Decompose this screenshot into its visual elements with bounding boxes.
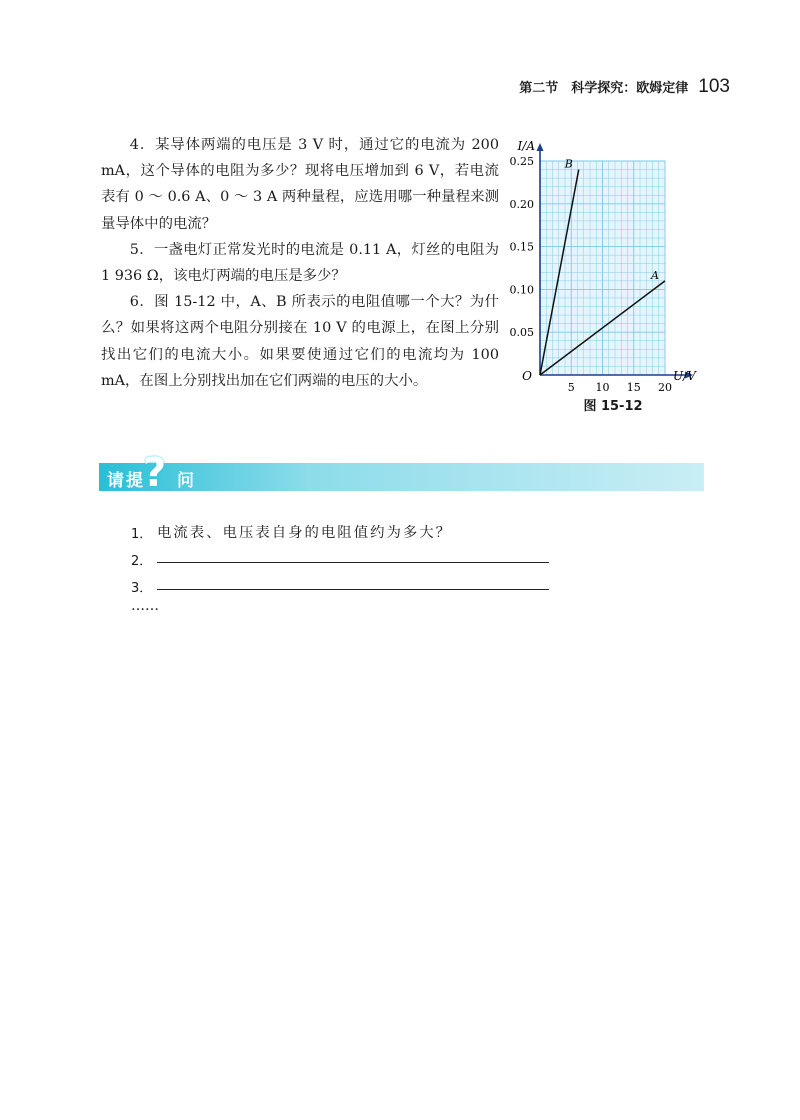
ask-item-2 bbox=[131, 542, 581, 569]
ask-ellipsis: …… bbox=[131, 598, 159, 614]
series-label-B: B bbox=[564, 157, 573, 171]
ask-title-right: 问 bbox=[177, 471, 194, 491]
ask-item-blank bbox=[157, 589, 549, 590]
x-tick-label: 5 bbox=[567, 381, 575, 394]
problem-4: 4．某导体两端的电压是 3 V 时，通过它的电流为 200 mA，这个导体的电阻为多少？现将电压增加到 6 V，若电流表有 0 ～ 0.6 A、0 ～ 3 A 两种量程，应选用哪一种量程来测量导体中的电流？ bbox=[101, 137, 499, 232]
ask-item-number: 3． bbox=[131, 581, 153, 596]
y-tick-label: 0.20 bbox=[509, 197, 534, 211]
y-tick-label: 0.15 bbox=[509, 240, 534, 254]
y-tick-label: 0.05 bbox=[509, 326, 534, 340]
x-tick-label: 15 bbox=[626, 381, 641, 394]
y-axis-label: I/A bbox=[517, 139, 535, 153]
problem-5: 5．一盏电灯正常发光时的电流是 0.11 A，灯丝的电阻为 1 936 Ω，该电灯两端的电压是多少？ bbox=[101, 241, 499, 285]
y-tick-label: 0.10 bbox=[509, 283, 534, 297]
y-tick-label: 0.25 bbox=[509, 155, 534, 168]
page-number: 103 bbox=[698, 76, 730, 97]
figure-caption: 图 15-12 bbox=[583, 399, 643, 414]
ask-item-number: 1． bbox=[131, 527, 153, 542]
y-axis-arrow bbox=[537, 143, 544, 151]
x-tick-label: 20 bbox=[658, 381, 672, 394]
origin-label: O bbox=[522, 369, 532, 383]
ask-banner bbox=[99, 450, 704, 496]
ask-list bbox=[131, 515, 581, 614]
ask-item-text: 电流表、电压表自身的电阻值约为多大？ bbox=[157, 525, 453, 541]
x-tick-label: 10 bbox=[595, 381, 610, 394]
iu-chart bbox=[500, 135, 710, 395]
ask-item-3 bbox=[131, 569, 581, 596]
x-axis-label: U/V bbox=[673, 369, 696, 383]
series-label-A: A bbox=[651, 268, 659, 282]
ask-item-1 bbox=[131, 515, 581, 542]
ask-item-number: 2． bbox=[131, 554, 153, 569]
figure-15-12 bbox=[500, 135, 710, 415]
ask-title-left: 请提 bbox=[107, 471, 145, 491]
question-mark-icon: ? bbox=[143, 450, 167, 496]
problem-6: 6．图 15-12 中，A、B 所表示的电阻值哪一个大？为什么？如果将这两个电阻分别接在 10 V 的电源上，在图上分别找出它们的电流大小。如果要使通过它们的电流均为 100 mA，在图上分别找出加在它们两端的电压的大小。 bbox=[101, 294, 499, 389]
problem-list bbox=[101, 132, 499, 394]
page-header bbox=[519, 76, 730, 98]
section-title: 第二节 科学探究：欧姆定律 bbox=[519, 81, 689, 96]
ask-item-blank bbox=[157, 562, 549, 563]
